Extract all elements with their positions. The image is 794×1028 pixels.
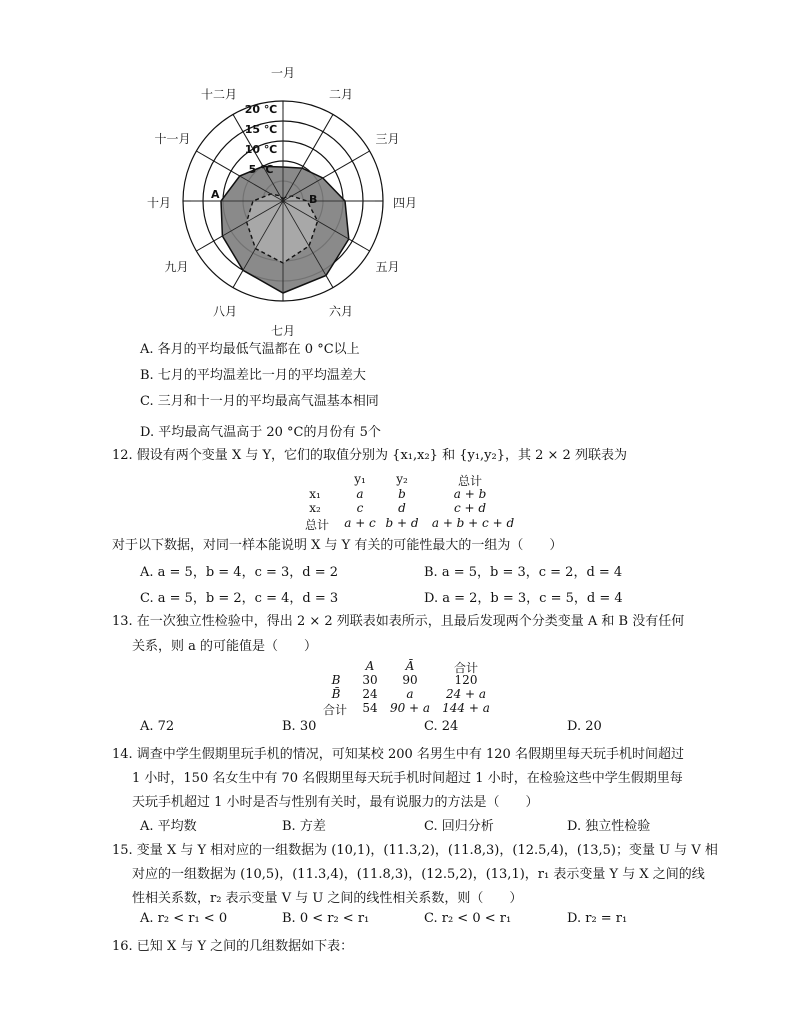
q12-r2-label: x₂ bbox=[309, 501, 321, 515]
q12-r2-c2: d bbox=[398, 501, 406, 515]
q11-option-a: A. 各月的平均最低气温都在 0 °C以上 bbox=[140, 342, 360, 357]
q15-line1: 15. 变量 X 与 Y 相对应的一组数据为 (10,1)，(11.3,2)，(11.8,3)，(12.5,4)，(13,5)；变量 U 与 V 相 bbox=[112, 843, 718, 858]
q12-th-total: 总计 bbox=[457, 474, 482, 488]
q12-r3-c3: a + b + c + d bbox=[431, 516, 515, 530]
radar-month-label: 五月 bbox=[375, 260, 400, 274]
radar-month-label: 九月 bbox=[164, 260, 189, 274]
q12-r2-c3: c + d bbox=[453, 501, 487, 515]
q13-r1-c2: 90 bbox=[402, 673, 418, 687]
q13-r2-c2: a bbox=[406, 687, 414, 701]
q14-option-d: D. 独立性检验 bbox=[567, 819, 651, 834]
radar-month-label: 三月 bbox=[375, 132, 400, 146]
radar-marker-a: A bbox=[211, 188, 220, 201]
q15-option-b: B. 0 < r₂ < r₁ bbox=[282, 911, 370, 926]
q14-option-a: A. 平均数 bbox=[140, 819, 197, 834]
q13-option-d: D. 20 bbox=[567, 719, 602, 734]
q15-line3: 性相关系数，r₂ 表示变量 V 与 U 之间的线性相关系数，则（ ） bbox=[132, 891, 523, 906]
q13-r2-c3: 24 + a bbox=[445, 687, 487, 701]
radar-month-label: 二月 bbox=[328, 87, 354, 102]
q13-stem-line2: 关系，则 a 的可能值是（ ） bbox=[132, 639, 318, 654]
q12-r1-c1: a bbox=[356, 487, 364, 501]
radar-month-label: 六月 bbox=[328, 304, 354, 319]
q13-stem-line1: 13. 在一次独立性检验中，得出 2 × 2 列联表如表所示，且最后发现两个分类变量 A 和 B 没有任何 bbox=[112, 614, 685, 629]
q13-th-a: A bbox=[365, 659, 375, 673]
q16-stem: 16. 已知 X 与 Y 之间的几组数据如下表： bbox=[112, 939, 354, 954]
q15-option-d: D. r₂ = r₁ bbox=[567, 911, 628, 926]
q13-r1-label: B bbox=[331, 673, 341, 687]
q15-line2: 对应的一组数据为 (10,5)，(11.3,4)，(11.8,3)，(12.5,2)，(13,1)，r₁ 表示变量 Y 与 X 之间的线 bbox=[132, 867, 705, 882]
q13-th-total: 合计 bbox=[453, 661, 478, 675]
q13-r1-c1: 30 bbox=[362, 673, 378, 687]
q12-option-b: B. a = 5，b = 3，c = 2，d = 4 bbox=[424, 565, 623, 580]
q11-option-c: C. 三月和十一月的平均最高气温基本相同 bbox=[140, 394, 379, 409]
q13-r2-label: B̄ bbox=[331, 687, 341, 701]
radar-month-label: 十二月 bbox=[200, 87, 238, 102]
radar-month-label: 一月 bbox=[270, 66, 296, 80]
q13-option-a: A. 72 bbox=[140, 719, 175, 734]
q14-line3: 天玩手机超过 1 小时是否与性别有关时，最有说服力的方法是（ ） bbox=[132, 795, 539, 810]
q13-th-not-a: Ā bbox=[405, 659, 415, 673]
radar-scale-label: 5 ℃ bbox=[248, 163, 274, 176]
radar-month-label: 八月 bbox=[212, 304, 238, 319]
q11-option-b: B. 七月的平均温差比一月的平均温差大 bbox=[140, 368, 366, 383]
q13-r3-label: 合计 bbox=[322, 703, 347, 717]
q13-r3-c2: 90 + a bbox=[389, 701, 431, 715]
q15-option-a: A. r₂ < r₁ < 0 bbox=[140, 911, 228, 926]
q12-r1-c3: a + b bbox=[453, 487, 487, 501]
q13-r3-c1: 54 bbox=[362, 701, 378, 715]
q13-option-b: B. 30 bbox=[282, 719, 317, 734]
radar-areas bbox=[191, 109, 375, 293]
q14-option-c: C. 回归分析 bbox=[424, 819, 494, 834]
q13-r1-c3: 120 bbox=[454, 673, 478, 687]
q12-r3-c2: b + d bbox=[385, 516, 419, 530]
q13-option-c: C. 24 bbox=[424, 719, 459, 734]
q15-option-c: C. r₂ < 0 < r₁ bbox=[424, 911, 512, 926]
q12-th-y2: y₂ bbox=[396, 472, 408, 486]
radar-month-label: 十月 bbox=[146, 196, 172, 210]
q12-r1-c2: b bbox=[398, 487, 406, 501]
q12-option-c: C. a = 5，b = 2，c = 4，d = 3 bbox=[140, 591, 339, 606]
radar-month-label: 七月 bbox=[270, 324, 296, 338]
q14-option-b: B. 方差 bbox=[282, 819, 326, 834]
q12-th-y1: y₁ bbox=[354, 472, 366, 486]
q12-r3-label: 总计 bbox=[304, 518, 329, 532]
q12-option-a: A. a = 5，b = 4，c = 3，d = 2 bbox=[140, 565, 339, 580]
q11-option-d: D. 平均最高气温高于 20 °C的月份有 5个 bbox=[140, 425, 381, 440]
q12-option-d: D. a = 2，b = 3，c = 5，d = 4 bbox=[424, 591, 623, 606]
q13-contingency-table bbox=[322, 659, 502, 719]
q12-prompt: 对于以下数据，对同一样本能说明 X 与 Y 有关的可能性最大的一组为（ ） bbox=[112, 538, 563, 553]
radar-month-label: 十一月 bbox=[154, 132, 191, 146]
radar-scale-label: 15 ℃ bbox=[244, 123, 278, 136]
radar-scale-label: 20 ℃ bbox=[244, 103, 278, 116]
q12-r2-c1: c bbox=[356, 501, 364, 515]
q12-r1-label: x₁ bbox=[309, 487, 321, 501]
q12-stem: 12. 假设有两个变量 X 与 Y，它们的取值分别为 {x₁,x₂} 和 {y₁,y₂}，其 2 × 2 列联表为 bbox=[112, 448, 627, 463]
radar-month-label: 四月 bbox=[392, 196, 418, 210]
temperature-radar-chart bbox=[140, 66, 430, 338]
q12-contingency-table bbox=[300, 472, 520, 532]
q13-r2-c1: 24 bbox=[362, 687, 378, 701]
q14-line1: 14. 调查中学生假期里玩手机的情况，可知某校 200 名男生中有 120 名假期里每天玩手机时间超过 bbox=[112, 747, 684, 762]
q14-line2: 1 小时，150 名女生中有 70 名假期里每天玩手机时间超过 1 小时，在检验这些中学生假期里每 bbox=[132, 771, 683, 786]
radar-scale-label: 10 ℃ bbox=[244, 143, 278, 156]
radar-marker-b: B bbox=[309, 193, 318, 206]
q12-r3-c1: a + c bbox=[344, 516, 376, 530]
q13-r3-c3: 144 + a bbox=[442, 701, 490, 715]
